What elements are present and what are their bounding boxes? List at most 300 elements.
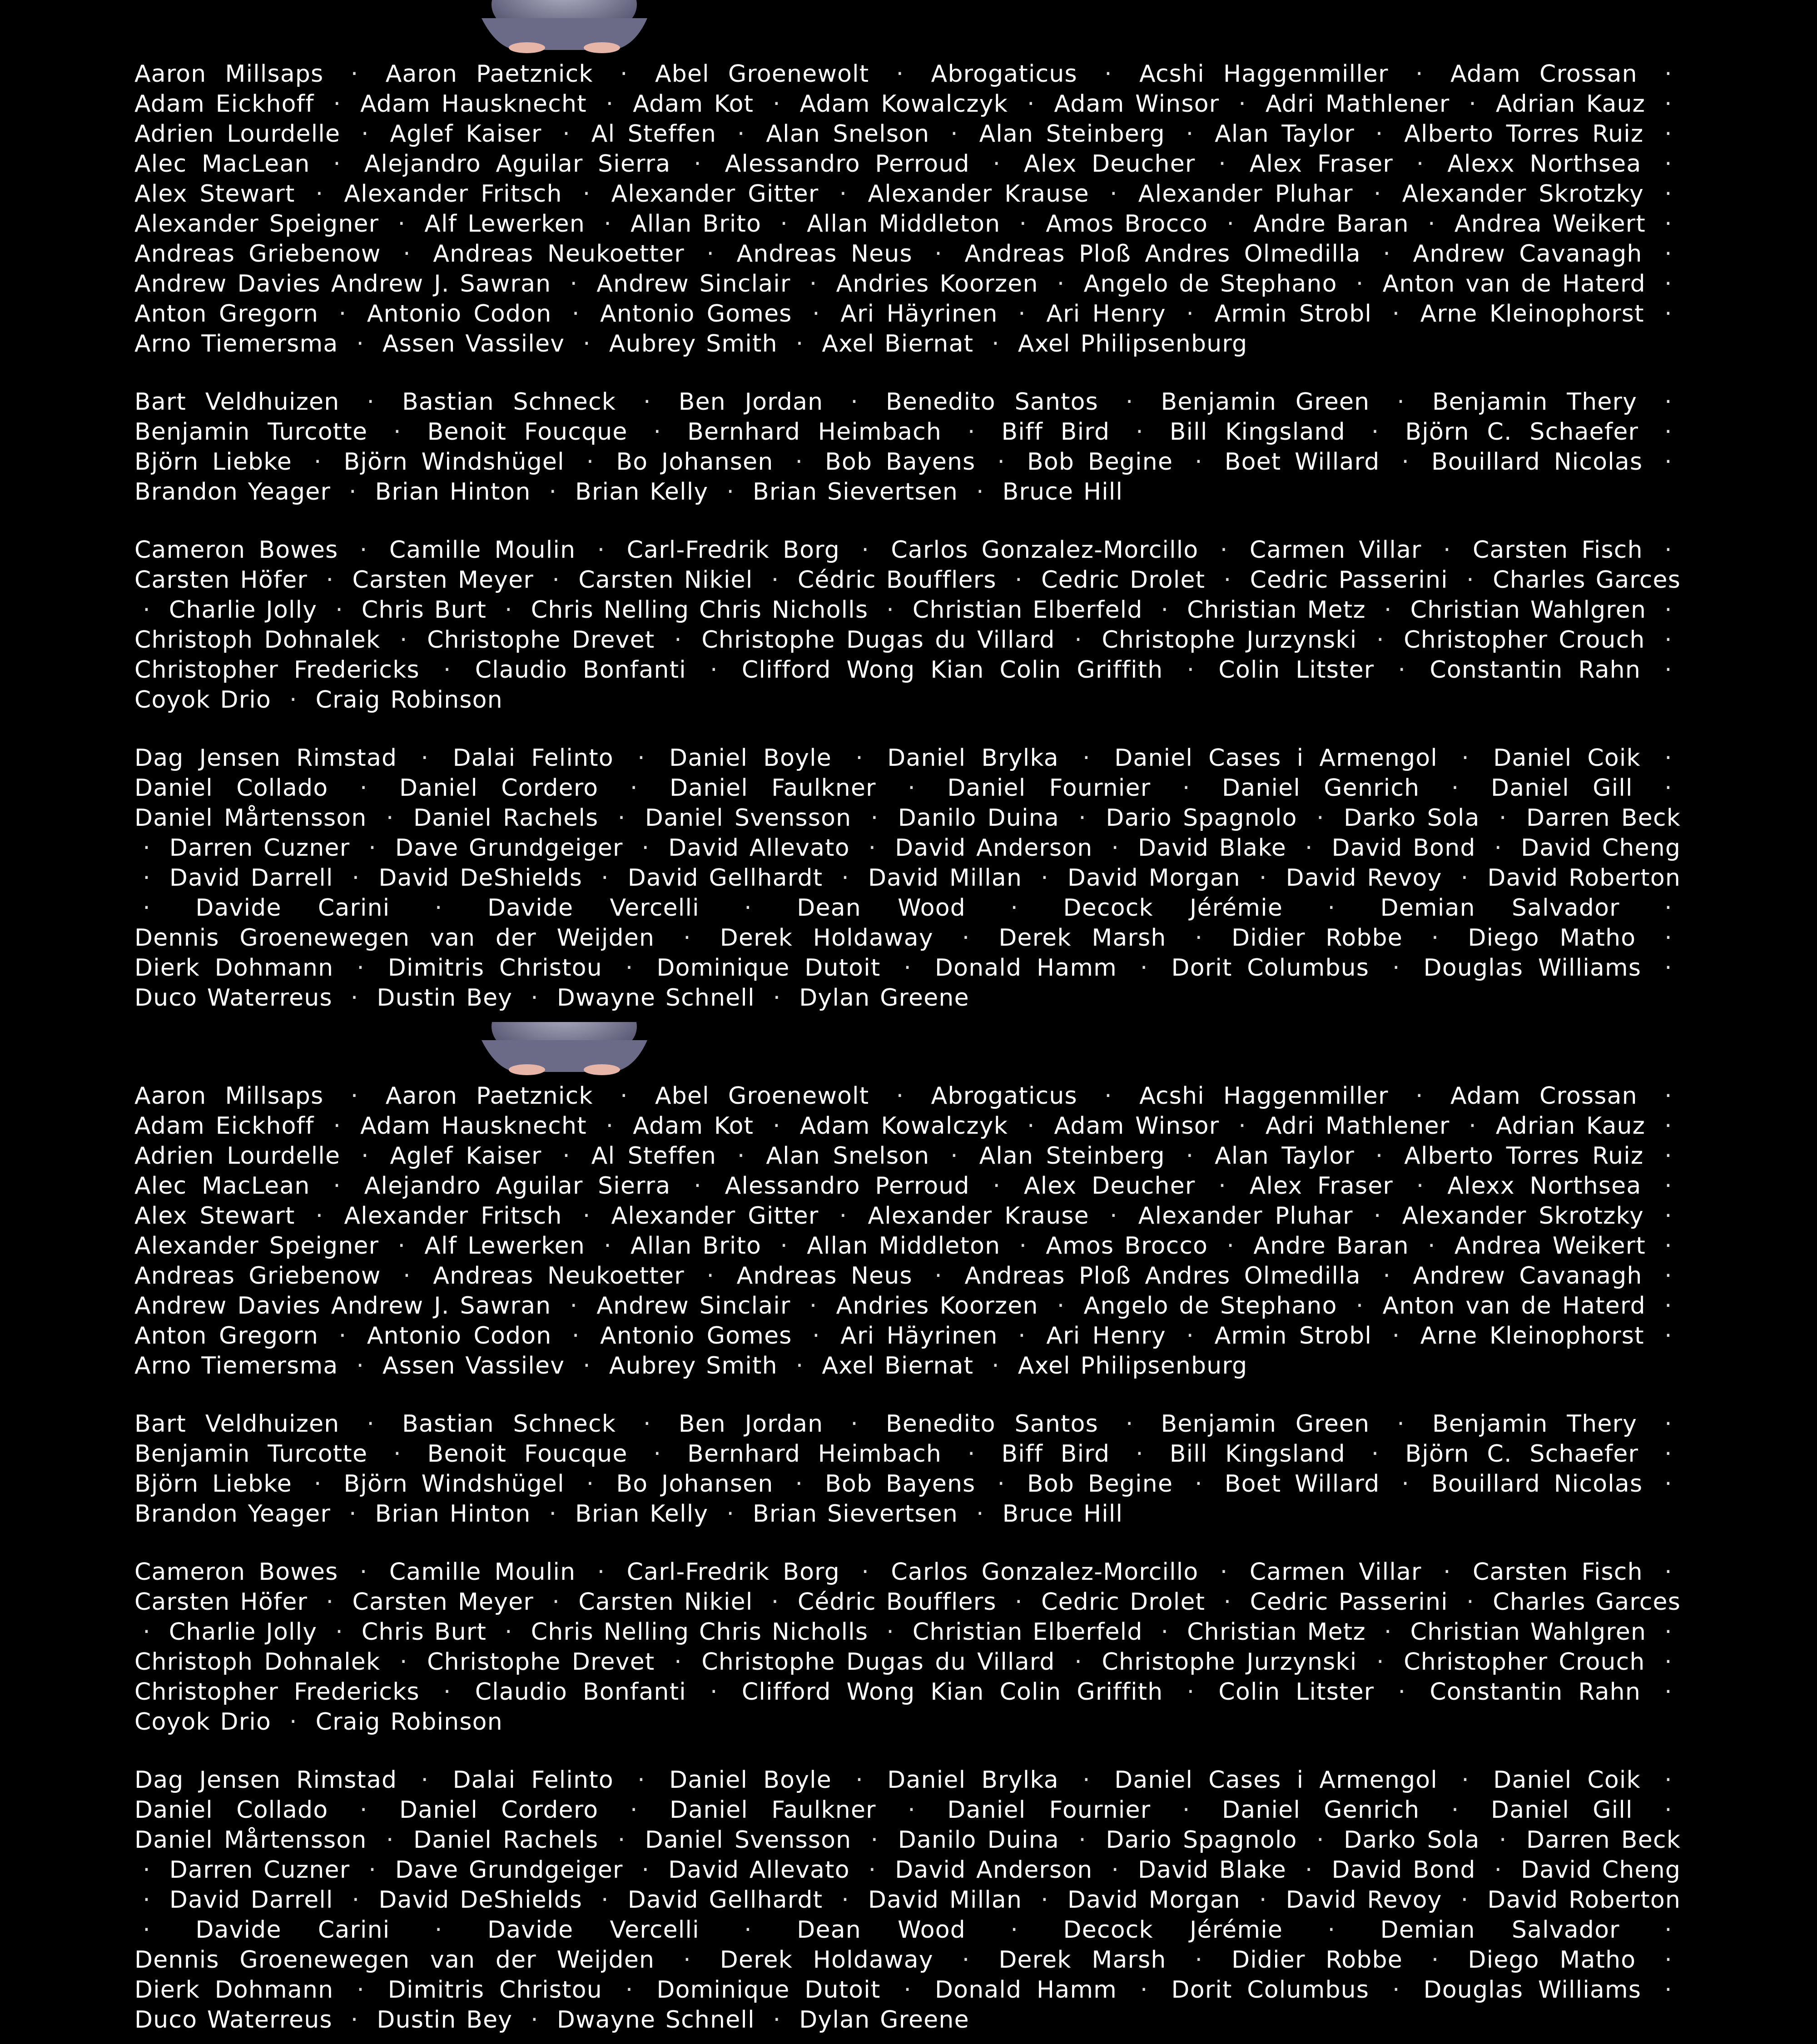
contributor-name: Darren Cuzner <box>169 1856 350 1884</box>
contributor-name: Christopher Crouch <box>1404 626 1645 654</box>
separator-dot: · <box>570 1292 578 1320</box>
contributor-name: Björn Windshügel <box>343 448 565 476</box>
separator-dot: · <box>1182 1796 1191 1824</box>
separator-dot: · <box>1195 1946 1203 1974</box>
contributor-name: Charlie Jolly <box>169 596 318 624</box>
contributor-name: Andries Koorzen <box>836 270 1038 298</box>
separator-dot: · <box>1664 90 1673 118</box>
separator-dot: · <box>1451 1796 1460 1824</box>
separator-dot: · <box>637 744 645 772</box>
contributor-name: Darren Cuzner <box>169 834 350 862</box>
separator-dot: · <box>795 1352 804 1379</box>
separator-dot: · <box>1316 1826 1325 1854</box>
separator-dot: · <box>1187 656 1195 684</box>
contributor-name: Axel Biernat <box>822 330 974 357</box>
contributor-name: Ben Jordan <box>678 1410 824 1438</box>
separator-dot: · <box>143 894 151 922</box>
contributor-name: Armin Strobl <box>1214 300 1372 327</box>
separator-dot: · <box>338 1322 347 1349</box>
contributor-name: David Gellhardt <box>627 864 823 892</box>
contributor-name: Dennis Groenewegen van der Weijden <box>134 1946 655 1974</box>
separator-dot: · <box>549 478 557 506</box>
separator-dot: · <box>1019 1232 1028 1260</box>
separator-dot: · <box>710 1678 718 1706</box>
contributor-name: Antonio Gomes <box>600 300 792 327</box>
separator-dot: · <box>333 90 342 118</box>
separator-dot: · <box>1443 1558 1451 1586</box>
separator-dot: · <box>641 1856 650 1884</box>
separator-dot: · <box>357 954 365 982</box>
contributor-name: Dave Grundgeiger <box>395 1856 623 1884</box>
contributor-name: Bill Kingsland <box>1169 418 1345 446</box>
contributor-name: Aaron Paetznick <box>385 60 593 88</box>
contributor-name: Christian Metz <box>1187 1618 1366 1646</box>
contributor-name: Antonio Codon <box>367 300 552 327</box>
separator-dot: · <box>643 1410 651 1438</box>
contributor-name: Coyok Drio <box>134 1708 272 1736</box>
separator-dot: · <box>737 120 745 148</box>
contributor-name: Bernhard Heimbach <box>687 1440 942 1468</box>
separator-dot: · <box>356 330 365 357</box>
contributor-name: Daniel Genrich <box>1222 1796 1420 1824</box>
separator-dot: · <box>361 120 369 148</box>
separator-dot: · <box>1664 1470 1673 1498</box>
separator-dot: · <box>950 120 958 148</box>
separator-dot: · <box>333 150 342 178</box>
contributor-name: Andreas Neus <box>736 1262 913 1290</box>
contributor-name: Abrogaticus <box>931 60 1077 88</box>
contributor-name: Adam Winsor <box>1054 90 1220 118</box>
separator-dot: · <box>583 330 591 357</box>
separator-dot: · <box>1664 1766 1673 1794</box>
contributor-name: Dominique Dutoit <box>656 1976 881 2004</box>
contributor-name: Daniel Coik <box>1493 744 1641 772</box>
contributor-name: Alexander Krause <box>868 1202 1089 1230</box>
separator-dot: · <box>993 150 1001 178</box>
separator-dot: · <box>1664 626 1673 654</box>
separator-dot: · <box>571 300 580 327</box>
separator-dot: · <box>1218 1172 1226 1200</box>
contributor-name: Alexander Gitter <box>611 180 819 208</box>
contributor-name: Bob Begine <box>1027 448 1173 476</box>
contributor-name: Alejandro Aguilar Sierra <box>364 1172 671 1200</box>
contributor-name: Dylan Greene <box>799 2006 969 2034</box>
contributor-name: Adam Crossan <box>1450 1082 1638 1110</box>
separator-dot: · <box>1664 1618 1673 1646</box>
separator-dot: · <box>403 1262 411 1290</box>
separator-dot: · <box>1327 894 1336 922</box>
contributor-name: Decock Jérémie <box>1063 1916 1283 1944</box>
separator-dot: · <box>839 180 848 208</box>
separator-dot: · <box>1664 1142 1673 1170</box>
contributor-name: Demian Salvador <box>1380 894 1620 922</box>
separator-dot: · <box>289 1708 298 1736</box>
separator-dot: · <box>1664 448 1673 476</box>
separator-dot: · <box>1664 1558 1673 1586</box>
contributor-name: Cameron Bowes <box>134 536 338 564</box>
separator-dot: · <box>393 418 402 446</box>
credits-group <box>134 1557 1681 1737</box>
separator-dot: · <box>1041 864 1049 892</box>
contributor-name: Dalai Felinto <box>452 744 614 772</box>
contributor-name: Adam Winsor <box>1054 1112 1220 1140</box>
separator-dot: · <box>1015 566 1023 594</box>
contributor-name: Charles Garces <box>1493 566 1681 594</box>
separator-dot: · <box>505 1618 513 1646</box>
contributor-name: Arno Tiemersma <box>134 330 338 357</box>
contributor-name: Bart Veldhuizen <box>134 1410 340 1438</box>
contributor-name: Andre Baran <box>1253 1232 1409 1260</box>
separator-dot: · <box>630 774 638 802</box>
contributor-name: David Bond <box>1331 834 1476 862</box>
separator-dot: · <box>1392 1976 1400 2004</box>
separator-dot: · <box>1664 418 1673 446</box>
separator-dot: · <box>562 1142 571 1170</box>
separator-dot: · <box>586 448 595 476</box>
separator-dot: · <box>737 1142 745 1170</box>
contributor-name: Dalai Felinto <box>452 1766 614 1794</box>
separator-dot: · <box>1664 1796 1673 1824</box>
contributor-name: Dag Jensen Rimstad <box>134 744 397 772</box>
contributor-name: Andre Baran <box>1253 210 1409 238</box>
contributor-name: Coyok Drio <box>134 686 272 714</box>
contributor-name: Daniel Brylka <box>887 1766 1059 1794</box>
contributor-name: Arne Kleinophorst <box>1420 1322 1644 1349</box>
contributor-name: Daniel Gill <box>1491 774 1633 802</box>
contributor-name: Charles Garces <box>1493 1588 1681 1616</box>
separator-dot: · <box>1078 1826 1087 1854</box>
separator-dot: · <box>710 656 718 684</box>
contributor-name: Daniel Svensson <box>645 1826 852 1854</box>
separator-dot: · <box>399 1648 408 1676</box>
separator-dot: · <box>1220 536 1228 564</box>
separator-dot: · <box>1664 1916 1673 1944</box>
separator-dot: · <box>443 656 452 684</box>
separator-dot: · <box>1664 1976 1673 2004</box>
separator-dot: · <box>352 864 360 892</box>
contributor-name: David Darrell <box>169 864 333 892</box>
contributor-name: Christophe Jurzynski <box>1102 1648 1357 1676</box>
separator-dot: · <box>773 1112 781 1140</box>
separator-dot: · <box>967 418 976 446</box>
contributor-name: Adam Kowalczyk <box>799 90 1008 118</box>
separator-dot: · <box>841 864 850 892</box>
separator-dot: · <box>1664 240 1673 268</box>
separator-dot: · <box>505 596 513 624</box>
contributor-name: Alberto Torres Ruiz <box>1404 120 1644 148</box>
contributor-name: Charlie Jolly <box>169 1618 318 1646</box>
contributor-name: Duco Waterreus <box>134 984 333 1012</box>
separator-dot: · <box>1416 150 1425 178</box>
separator-dot: · <box>583 1352 591 1379</box>
contributor-name: Adam Crossan <box>1450 60 1638 88</box>
contributor-name: Carsten Fisch <box>1473 1558 1643 1586</box>
separator-dot: · <box>356 1352 365 1379</box>
separator-dot: · <box>1664 924 1673 952</box>
contributor-name: Cédric Boufflers <box>797 1588 997 1616</box>
contributor-name: Dustin Bey <box>377 984 513 1012</box>
separator-dot: · <box>1010 1916 1019 1944</box>
separator-dot: · <box>855 744 864 772</box>
contributor-name: Danilo Duina <box>898 804 1059 832</box>
contributor-name: Carsten Nikiel <box>578 1588 753 1616</box>
separator-dot: · <box>1431 1946 1440 1974</box>
rat-mascot-icon <box>463 0 665 55</box>
separator-dot: · <box>1082 1766 1091 1794</box>
contributor-name: Derek Holdaway <box>720 924 933 952</box>
separator-dot: · <box>1384 596 1392 624</box>
contributor-name: Daniel Rachels <box>413 1826 599 1854</box>
contributor-name: Christian Elberfeld <box>912 596 1143 624</box>
separator-dot: · <box>1195 448 1203 476</box>
separator-dot: · <box>992 330 1000 357</box>
separator-dot: · <box>1383 240 1391 268</box>
separator-dot: · <box>694 150 702 178</box>
contributor-name: Alex Deucher <box>1023 1172 1196 1200</box>
contributor-name: Douglas Williams <box>1423 954 1642 982</box>
separator-dot: · <box>349 1500 357 1528</box>
contributor-name: Daniel Collado <box>134 1796 328 1824</box>
contributor-name: Bruce Hill <box>1002 1500 1123 1528</box>
separator-dot: · <box>976 1500 984 1528</box>
contributor-name: Daniel Mårtensson <box>134 1826 367 1854</box>
contributor-name: Alan Snelson <box>766 1142 930 1170</box>
separator-dot: · <box>421 744 429 772</box>
contributor-name: Christophe Dugas du Villard <box>701 1648 1055 1676</box>
contributor-name: Claudio Bonfanti <box>475 1678 686 1706</box>
separator-dot: · <box>368 1856 377 1884</box>
contributor-name: Derek Marsh <box>998 1946 1167 1974</box>
contributor-name: Alessandro Perroud <box>725 150 970 178</box>
separator-dot: · <box>1664 300 1673 327</box>
separator-dot: · <box>780 210 789 238</box>
separator-dot: · <box>606 1112 614 1140</box>
credits-group <box>134 535 1681 715</box>
separator-dot: · <box>1664 656 1673 684</box>
contributor-name: Brian Hinton <box>375 478 531 506</box>
separator-dot: · <box>1375 120 1384 148</box>
separator-dot: · <box>1376 1648 1385 1676</box>
separator-dot: · <box>1664 894 1673 922</box>
contributor-name: Davide Carini <box>195 894 390 922</box>
credits-group <box>134 59 1681 359</box>
separator-dot: · <box>350 1082 359 1110</box>
contributor-name: Carsten Meyer <box>352 566 534 594</box>
separator-dot: · <box>1140 954 1148 982</box>
separator-dot: · <box>1136 1440 1144 1468</box>
separator-dot: · <box>1019 210 1028 238</box>
contributor-name: Carlos Gonzalez-Morcillo <box>891 1558 1199 1586</box>
separator-dot: · <box>1027 1112 1035 1140</box>
separator-dot: · <box>706 240 715 268</box>
separator-dot: · <box>562 120 571 148</box>
separator-dot: · <box>350 60 359 88</box>
separator-dot: · <box>1469 1112 1477 1140</box>
contributor-name: Carsten Höfer <box>134 1588 308 1616</box>
separator-dot: · <box>1397 1410 1405 1438</box>
contributor-name: Adam Kot <box>633 1112 754 1140</box>
contributor-name: Alex Fraser <box>1249 150 1393 178</box>
contributor-name: Didier Robbe <box>1231 924 1403 952</box>
contributor-name: Chris Nelling Chris Nicholls <box>531 1618 869 1646</box>
separator-dot: · <box>1431 924 1440 952</box>
contributor-name: Carlos Gonzalez-Morcillo <box>891 536 1199 564</box>
separator-dot: · <box>694 1172 702 1200</box>
separator-dot: · <box>1186 1142 1194 1170</box>
contributor-name: Dario Spagnolo <box>1106 1826 1297 1854</box>
contributor-name: Colin Litster <box>1218 656 1375 684</box>
separator-dot: · <box>870 1826 879 1854</box>
contributor-name: Brian Hinton <box>375 1500 531 1528</box>
rat-mascot-icon <box>463 1022 665 1077</box>
contributor-name: Biff Bird <box>1001 418 1110 446</box>
separator-dot: · <box>571 1322 580 1349</box>
contributor-name: Adri Mathlener <box>1265 90 1450 118</box>
separator-dot: · <box>904 1976 912 2004</box>
separator-dot: · <box>386 1826 394 1854</box>
contributor-name: Andrew Cavanagh <box>1413 1262 1643 1290</box>
contributor-name: Daniel Boyle <box>669 744 832 772</box>
contributor-name: Alexx Northsea <box>1447 150 1642 178</box>
separator-dot: · <box>1074 626 1082 654</box>
credits-group <box>134 1409 1681 1529</box>
separator-dot: · <box>586 1470 595 1498</box>
separator-dot: · <box>143 864 151 892</box>
contributor-name: Bastian Schneck <box>402 388 616 416</box>
contributor-name: Daniel Genrich <box>1222 774 1420 802</box>
contributor-name: Bouillard Nicolas <box>1431 1470 1643 1498</box>
separator-dot: · <box>597 1558 606 1586</box>
separator-dot: · <box>744 894 752 922</box>
contributor-name: Benoit Foucque <box>427 418 628 446</box>
separator-dot: · <box>552 566 561 594</box>
separator-dot: · <box>1316 804 1325 832</box>
contributor-name: Benjamin Turcotte <box>134 418 368 446</box>
contributor-name: Adrian Kauz <box>1495 1112 1646 1140</box>
separator-dot: · <box>1401 448 1410 476</box>
separator-dot: · <box>620 1082 628 1110</box>
contributor-name: Ari Häyrinen <box>840 1322 998 1349</box>
contributor-name: Anton Gregorn <box>134 1322 319 1349</box>
separator-dot: · <box>552 1588 561 1616</box>
separator-dot: · <box>1664 744 1673 772</box>
separator-dot: · <box>1428 1232 1436 1260</box>
contributor-name: David DeShields <box>378 1886 583 1914</box>
contributor-name: Alexander Krause <box>868 180 1089 208</box>
separator-dot: · <box>326 566 334 594</box>
contributor-name: Adrian Kauz <box>1495 90 1646 118</box>
contributor-name: Craig Robinson <box>315 686 503 714</box>
contributor-name: Daniel Cases i Armengol <box>1114 1766 1438 1794</box>
separator-dot: · <box>315 1202 324 1230</box>
contributor-name: Benoit Foucque <box>427 1440 628 1468</box>
separator-dot: · <box>606 90 614 118</box>
contributor-name: Cedric Drolet <box>1041 1588 1206 1616</box>
contributor-name: Al Steffen <box>591 120 717 148</box>
separator-dot: · <box>434 894 443 922</box>
contributor-name: Bart Veldhuizen <box>134 388 340 416</box>
contributor-name: Derek Marsh <box>998 924 1167 952</box>
separator-dot: · <box>367 388 375 416</box>
separator-dot: · <box>397 1232 406 1260</box>
contributor-name: Daniel Svensson <box>645 804 852 832</box>
separator-dot: · <box>1057 270 1065 298</box>
contributor-name: Bo Johansen <box>616 1470 774 1498</box>
separator-dot: · <box>315 180 324 208</box>
separator-dot: · <box>726 478 735 506</box>
separator-dot: · <box>1664 60 1673 88</box>
contributor-name: David DeShields <box>378 864 583 892</box>
contributor-name: Dimitris Christou <box>387 1976 602 2004</box>
contributor-name: Christophe Jurzynski <box>1102 626 1357 654</box>
separator-dot: · <box>962 1946 970 1974</box>
separator-dot: · <box>1226 210 1235 238</box>
separator-dot: · <box>1238 1112 1246 1140</box>
contributor-name: Craig Robinson <box>315 1708 503 1736</box>
contributor-name: Dave Grundgeiger <box>395 834 623 862</box>
separator-dot: · <box>976 478 984 506</box>
contributor-name: Dierk Dohmann <box>134 1976 334 2004</box>
contributor-name: David Darrell <box>169 1886 333 1914</box>
contributor-name: David Morgan <box>1067 1886 1241 1914</box>
contributor-name: Camille Moulin <box>389 1558 576 1586</box>
contributor-name: Aubrey Smith <box>609 1352 778 1379</box>
separator-dot: · <box>349 478 357 506</box>
contributor-name: Darko Sola <box>1344 804 1480 832</box>
separator-dot: · <box>886 1618 894 1646</box>
contributor-name: Daniel Gill <box>1491 1796 1633 1824</box>
contributor-name: Bill Kingsland <box>1169 1440 1345 1468</box>
contributor-name: Andries Koorzen <box>836 1292 1038 1320</box>
contributor-name: Daniel Mårtensson <box>134 804 367 832</box>
separator-dot: · <box>795 1470 804 1498</box>
contributor-name: Adrien Lourdelle <box>134 1142 341 1170</box>
contributor-name: David Roberton <box>1487 864 1681 892</box>
separator-dot: · <box>1664 150 1673 178</box>
contributor-name: Bouillard Nicolas <box>1431 448 1643 476</box>
separator-dot: · <box>143 596 151 624</box>
contributor-name: Benedito Santos <box>885 1410 1098 1438</box>
separator-dot: · <box>604 1232 612 1260</box>
contributor-name: Andrew Davies Andrew J. Sawran <box>134 1292 551 1320</box>
contributor-name: Arno Tiemersma <box>134 1352 338 1379</box>
separator-dot: · <box>393 1440 402 1468</box>
contributor-name: Chris Burt <box>361 596 487 624</box>
contributor-name: Clifford Wong Kian Colin Griffith <box>741 1678 1163 1706</box>
contributor-name: Donald Hamm <box>934 954 1117 982</box>
contributor-name: Andreas Neukoetter <box>433 1262 685 1290</box>
separator-dot: · <box>582 180 591 208</box>
contributor-name: Angelo de Stephano <box>1083 1292 1337 1320</box>
contributor-name: Allan Middleton <box>807 1232 1001 1260</box>
contributor-name: Benjamin Green <box>1161 1410 1370 1438</box>
separator-dot: · <box>896 60 904 88</box>
separator-dot: · <box>549 1500 557 1528</box>
contributor-name: Christian Wahlgren <box>1410 1618 1647 1646</box>
contributor-name: Alessandro Perroud <box>725 1172 970 1200</box>
separator-dot: · <box>1392 300 1400 327</box>
separator-dot: · <box>1111 1856 1120 1884</box>
separator-dot: · <box>1415 1082 1424 1110</box>
contributor-name: Alexander Speigner <box>134 1232 379 1260</box>
separator-dot: · <box>773 984 781 1012</box>
contributor-name: Alex Stewart <box>134 1202 295 1230</box>
contributor-name: Dwayne Schnell <box>556 984 755 1012</box>
separator-dot: · <box>674 626 682 654</box>
contributor-name: Daniel Cases i Armengol <box>1114 744 1438 772</box>
credits-list <box>134 59 1681 1022</box>
separator-dot: · <box>1305 1856 1313 1884</box>
